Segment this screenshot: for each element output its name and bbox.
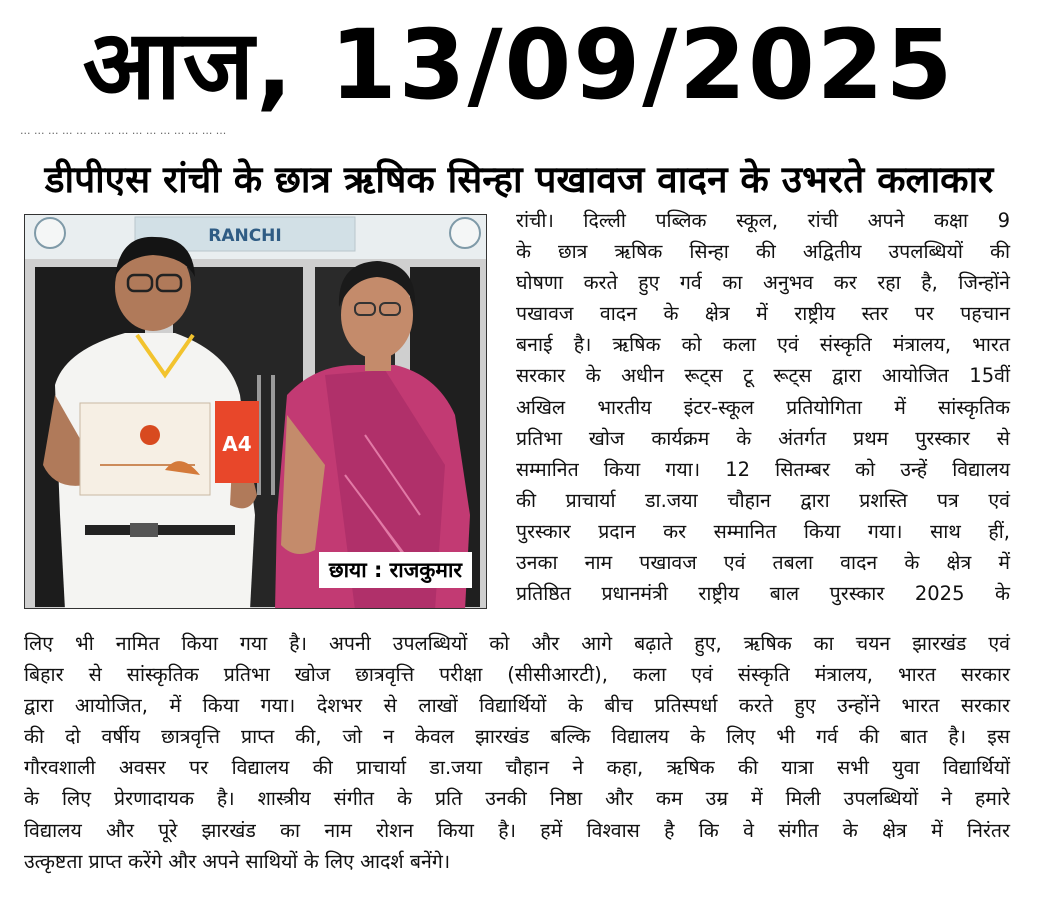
article-line: सरकार के अधीन रूट्स टू रूट्स द्वारा आयोजित 15वीं bbox=[516, 364, 1010, 388]
news-photo bbox=[24, 214, 487, 609]
article-line: पखावज वादन के क्षेत्र में राष्ट्रीय स्तर पर पहचान bbox=[516, 302, 1010, 326]
article-line: के छात्र ऋषिक सिन्हा की अद्वितीय उपलब्धियों की bbox=[516, 240, 1010, 264]
article-column-right bbox=[516, 205, 1010, 609]
a4-book-label: A4 bbox=[222, 432, 252, 456]
article-line: की प्राचार्या डा.जया चौहान द्वारा प्रशस्ति पत्र एवं bbox=[516, 488, 1010, 512]
masthead-text: आज, 13/09/2025 bbox=[82, 9, 955, 121]
article-headline bbox=[20, 148, 1018, 206]
article-line: रांची। दिल्ली पब्लिक स्कूल, रांची अपने कक्षा 9 bbox=[516, 209, 1010, 232]
clipped-previous-line: ... ... ... ... ... ... ... ... ... ... ... ... ... ... ... bbox=[20, 126, 227, 136]
photo-illustration bbox=[25, 215, 487, 609]
article-line: बनाई है। ऋषिक को कला एवं संस्कृति मंत्रालय, भारत bbox=[516, 333, 1010, 357]
article-line: उनका नाम पखावज एवं तबला वादन के क्षेत्र में bbox=[516, 551, 1010, 575]
headline-text: डीपीएस रांची के छात्र ऋषिक सिन्हा पखावज वादन के उभरते कलाकार bbox=[44, 157, 994, 201]
article-line: सम्मानित किया गया। 12 सितम्बर को उन्हें विद्यालय bbox=[516, 457, 1010, 481]
article-line: गौरवशाली अवसर पर विद्यालय की प्राचार्या डा.जया चौहान ने कहा, ऋषिक की यात्रा सभी युवा विद्यार्थियों bbox=[24, 756, 1010, 780]
article-line: प्रतिभा खोज कार्यक्रम के अंतर्गत प्रथम पुरस्कार से bbox=[516, 426, 1010, 450]
article-line: अखिल भारतीय इंटर-स्कूल प्रतियोगिता में सांस्कृतिक bbox=[516, 395, 1010, 419]
article-line: के लिए प्रेरणादायक है। शास्त्रीय संगीत के प्रति उनकी निष्ठा और कम उम्र में मिली उपलब्धियों ने हमारे bbox=[24, 787, 1010, 811]
article-line: लिए भी नामित किया गया है। अपनी उपलब्धियों को और आगे बढ़ाते हुए, ऋषिक का चयन झारखंड एवं bbox=[24, 632, 1010, 655]
article-line: बिहार से सांस्कृतिक प्रतिभा खोज छात्रवृत्ति परीक्षा (सीसीआरटी), कला एवं संस्कृति मंत्रालय, भारत सरकार bbox=[24, 663, 1010, 687]
article-line: पुरस्कार प्रदान कर सम्मानित किया गया। साथ हीं, bbox=[516, 519, 1010, 543]
article-line: प्रतिष्ठित प्रधानमंत्री राष्ट्रीय बाल पुरस्कार 2025 के bbox=[516, 582, 1010, 606]
photo-credit-caption: छाया : राजकुमार bbox=[319, 552, 472, 588]
article-line: द्वारा आयोजित, में किया गया। देशभर से लाखों विद्यार्थियों के बीच प्रतिस्पर्धा करते हुए उन्होंने भारत सरकार bbox=[24, 694, 1010, 718]
article-line: घोषणा करते हुए गर्व का अनुभव कर रहा है, जिन्होंने bbox=[516, 271, 1010, 295]
article-line-last: उत्कृष्टता प्राप्त करेंगे और अपने साथियों के लिए आदर्श बनेंगे। bbox=[24, 849, 451, 873]
article-line: की दो वर्षीय छात्रवृत्ति प्राप्त की, जो न केवल झारखंड बल्कि विद्यालय के लिए भी गर्व की बात है। इस bbox=[24, 725, 1010, 749]
date-masthead bbox=[0, 0, 1037, 130]
article-line: विद्यालय और पूरे झारखंड का नाम रोशन किया है। हमें विश्वास है कि वे संगीत के क्षेत्र में निरंतर bbox=[24, 818, 1010, 842]
ranchi-banner-text: RANCHI bbox=[208, 226, 282, 246]
article-column-full bbox=[24, 628, 1010, 877]
